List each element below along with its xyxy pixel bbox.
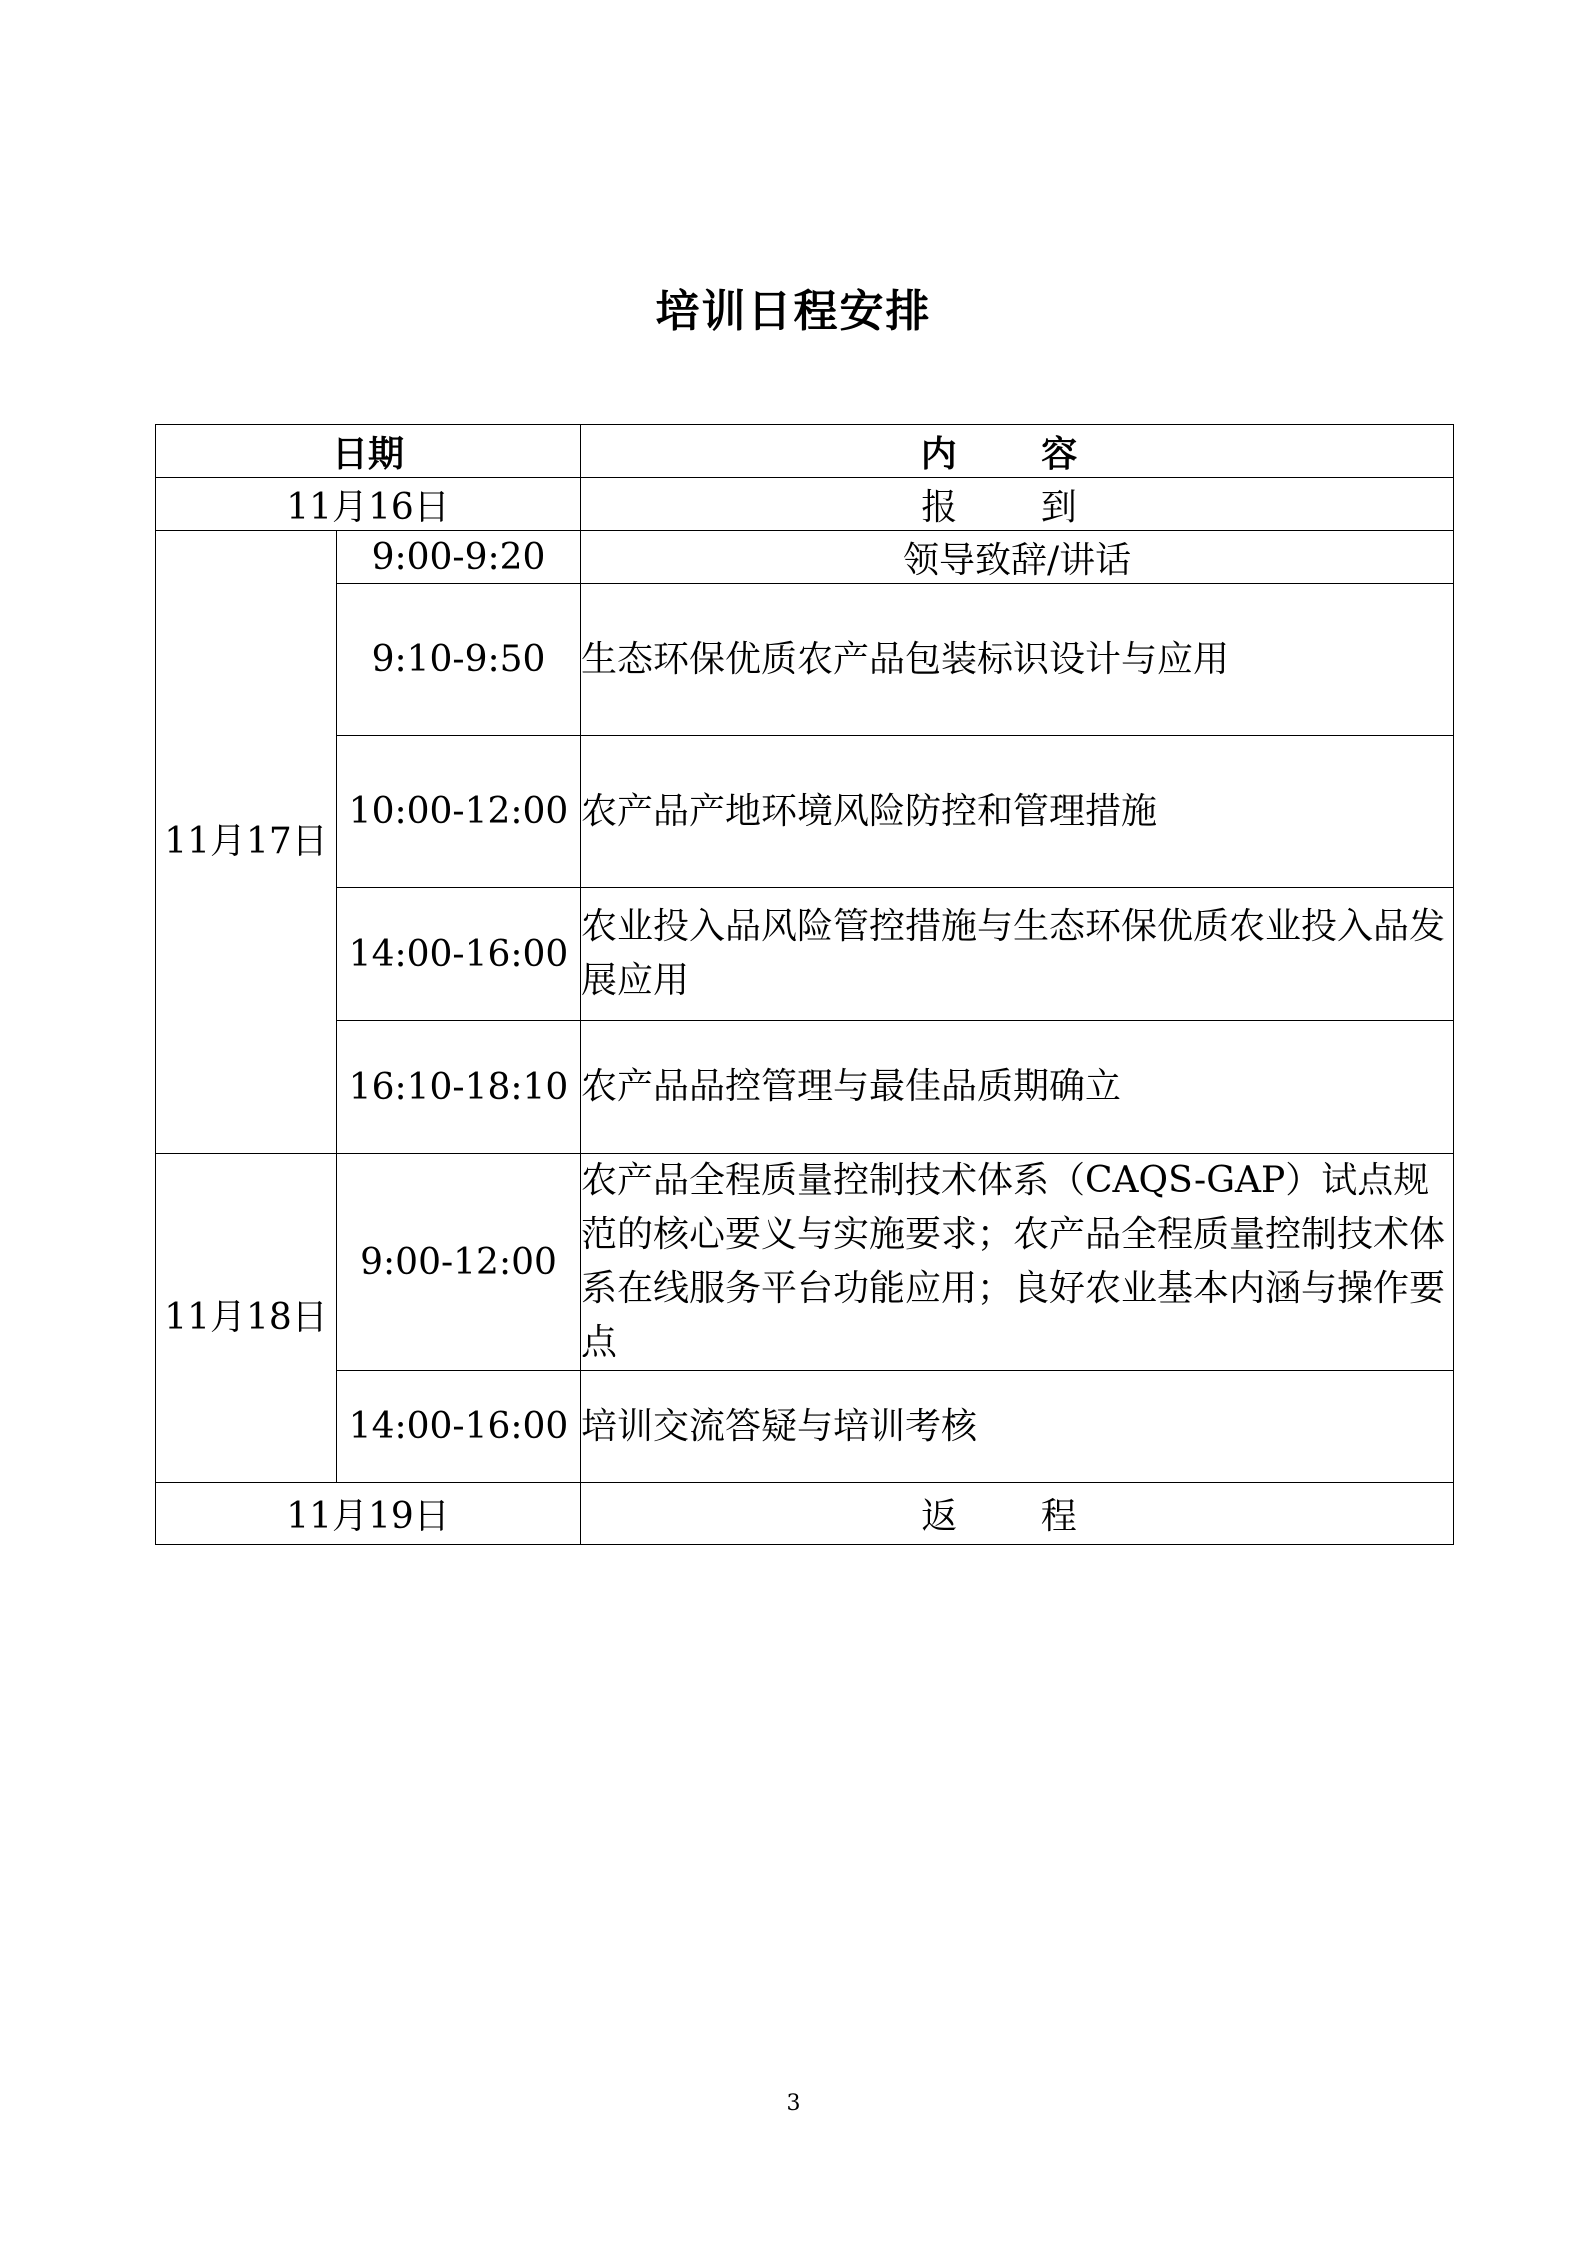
session-content: 培训交流答疑与培训考核: [581, 1371, 1454, 1483]
table-header-row: [156, 425, 1454, 478]
session-time: 16:10-18:10: [337, 1021, 581, 1154]
page-title: 培训日程安排: [655, 286, 932, 337]
table-row: [156, 1154, 1454, 1371]
header-date: 日期: [156, 425, 581, 478]
day-date: 11月18日: [156, 1154, 337, 1483]
table-row: [156, 584, 1454, 736]
session-time: 10:00-12:00: [337, 736, 581, 888]
session-content: 农产品产地环境风险防控和管理措施: [581, 736, 1454, 888]
row-content: 返 程: [581, 1483, 1454, 1545]
session-content: 农产品品控管理与最佳品质期确立: [581, 1021, 1454, 1154]
day-date: 11月17日: [156, 531, 337, 1154]
schedule-table: [155, 424, 1454, 1545]
table-row: [156, 1371, 1454, 1483]
session-time: 9:10-9:50: [337, 584, 581, 736]
table-row: [156, 1483, 1454, 1545]
session-content: 农业投入品风险管控措施与生态环保优质农业投入品发展应用: [581, 888, 1454, 1021]
table-row: [156, 736, 1454, 888]
session-content: 领导致辞/讲话: [581, 531, 1454, 584]
table-row: [156, 531, 1454, 584]
page-number: 3: [786, 2091, 801, 2116]
table-row: [156, 888, 1454, 1021]
table-row: [156, 1021, 1454, 1154]
header-content: 内 容: [581, 425, 1454, 478]
session-time: 9:00-12:00: [337, 1154, 581, 1371]
row-date: 11月19日: [156, 1483, 581, 1545]
row-date: 11月16日: [156, 478, 581, 531]
session-time: 14:00-16:00: [337, 888, 581, 1021]
row-content: 报 到: [581, 478, 1454, 531]
session-content: 农产品全程质量控制技术体系（CAQS-GAP）试点规范的核心要义与实施要求；农产品全程质量控制技术体系在线服务平台功能应用；良好农业基本内涵与操作要点: [581, 1154, 1454, 1371]
session-time: 9:00-9:20: [337, 531, 581, 584]
session-time: 14:00-16:00: [337, 1371, 581, 1483]
table-row: [156, 478, 1454, 531]
session-content: 生态环保优质农产品包装标识设计与应用: [581, 584, 1454, 736]
